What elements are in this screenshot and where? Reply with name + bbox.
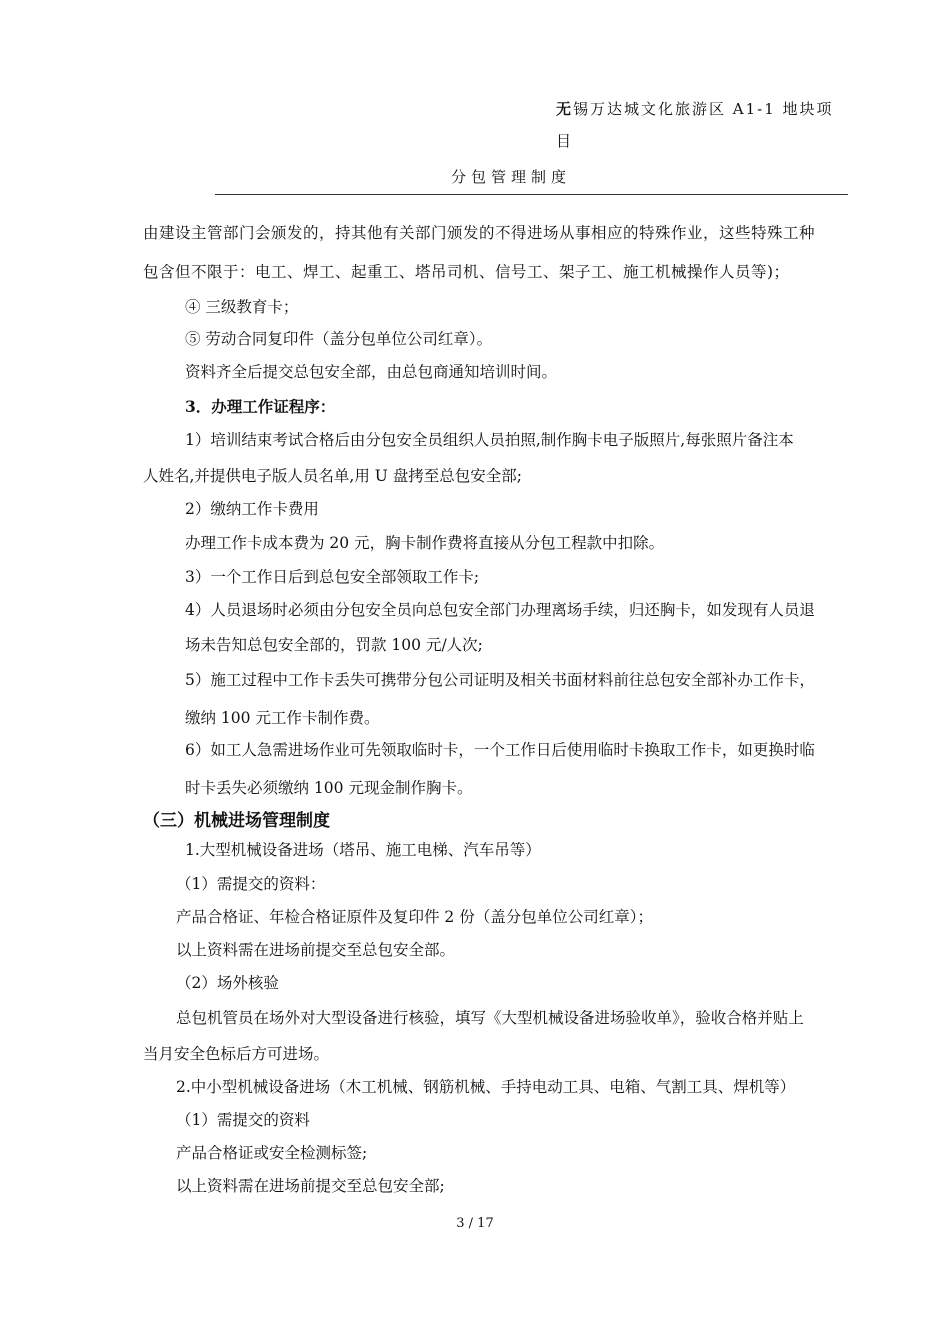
paragraph-line: 缴纳 100 元工作卡制作费。	[185, 709, 380, 727]
paragraph-line: 4）人员退场时必须由分包安全员向总包安全部门办理离场手续，归还胸卡，如发现有人员退	[185, 601, 815, 619]
paragraph-line: 2.中小型机械设备进场（木工机械、钢筋机械、手持电动工具、电箱、气割工具、焊机等）	[176, 1078, 796, 1096]
header-rule	[215, 194, 848, 195]
paragraph-line: 资料齐全后提交总包安全部，由总包商通知培训时间。	[185, 363, 558, 381]
list-item: ⑤ 劳动合同复印件（盖分包单位公司红章）。	[185, 330, 493, 348]
paragraph-line: 产品合格证或安全检测标签;	[176, 1144, 368, 1162]
paragraph-line: 3）一个工作日后到总包安全部领取工作卡;	[185, 568, 480, 586]
section-heading: （三）机械进场管理制度	[143, 811, 330, 831]
paragraph-line: （1）需提交的资料：	[176, 875, 326, 893]
paragraph-line: 包含但不限于：电工、焊工、起重工、塔吊司机、信号工、架子工、施工机械操作人员等)；	[143, 263, 790, 281]
paragraph-line: 产品合格证、年检合格证原件及复印件 2 份（盖分包单位公司红章）；	[176, 908, 653, 926]
paragraph-line: （2）场外核验	[176, 974, 279, 992]
paragraph-line: 2）缴纳工作卡费用	[185, 500, 319, 518]
header-doc-title: 分包管理制度	[451, 168, 572, 186]
header-project-line2: 目	[556, 132, 572, 150]
subheading: 3．办理工作证程序：	[185, 397, 336, 416]
paragraph-line: 6）如工人急需进场作业可先领取临时卡，一个工作日后使用临时卡换取工作卡，如更换时临	[185, 741, 815, 759]
page-number: 3 / 17	[456, 1216, 494, 1231]
paragraph-line: 当月安全色标后方可进场。	[143, 1045, 330, 1063]
paragraph-line: 人姓名,并提供电子版人员名单,用 U 盘拷至总包安全部;	[143, 467, 522, 485]
paragraph-line: 总包机管员在场外对大型设备进行核验，填写《大型机械设备进场验收单》，验收合格并贴上	[176, 1009, 804, 1027]
list-item: ④ 三级教育卡；	[185, 298, 299, 316]
paragraph-line: 1）培训结束考试合格后由分包安全员组织人员拍照,制作胸卡电子版照片,每张照片备注本	[185, 431, 794, 449]
paragraph-line: 1.大型机械设备进场（塔吊、施工电梯、汽车吊等）	[185, 841, 541, 859]
paragraph-line: （1）需提交的资料	[176, 1111, 310, 1129]
paragraph-line: 办理工作卡成本费为 20 元，胸卡制作费将直接从分包工程款中扣除。	[185, 534, 665, 552]
header-project-rest: 锡万达城文化旅游区 A1-1 地块项	[573, 100, 834, 118]
paragraph-line: 时卡丢失必须缴纳 100 元现金制作胸卡。	[185, 779, 473, 797]
paragraph-line: 5）施工过程中工作卡丢失可携带分包公司证明及相关书面材料前往总包安全部补办工作卡，	[185, 671, 815, 689]
paragraph-line: 以上资料需在进场前提交至总包安全部;	[176, 1177, 445, 1195]
header-project	[556, 98, 834, 119]
header-project-first-char: 无	[556, 100, 574, 118]
paragraph-line: 由建设主管部门会颁发的，持其他有关部门颁发的不得进场从事相应的特殊作业，这些特殊工种	[143, 224, 816, 242]
paragraph-line: 以上资料需在进场前提交至总包安全部。	[176, 941, 456, 959]
paragraph-line: 场未告知总包安全部的，罚款 100 元/人次;	[185, 636, 483, 654]
